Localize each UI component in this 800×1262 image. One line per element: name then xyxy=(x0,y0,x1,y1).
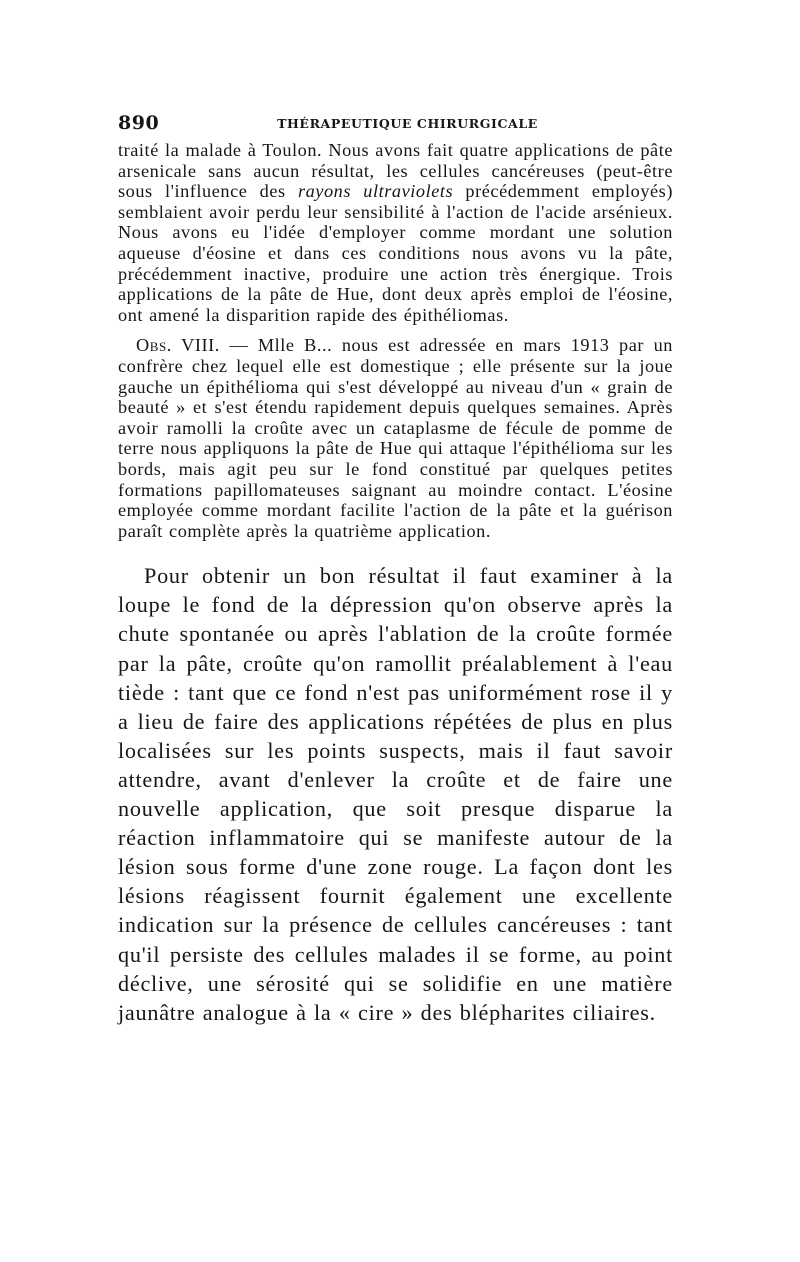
book-page xyxy=(118,110,673,1027)
italic-term: rayons ultraviolets xyxy=(297,181,454,202)
main-paragraph: Pour obtenir un bon résultat il faut examiner à la loupe le fond de la dépression qu'on observe après la chute spontanée ou après l'ablation de la croûte formée par la pâte, croûte qu'on ramollit préalablement à l'eau tiède : tant que ce fond n'est pas uniformément rose il y a lieu de faire des applications répétées de plus en plus localisées sur les points suspects, mais il faut savoir attendre, avant d'enlever la croûte et de faire une nouvelle application, que soit presque disparue la réaction inflammatoire qui se manifeste autour de la lésion sous forme d'une zone rouge. La façon dont les lésions réagissent fournit également une excellente indication sur la présence de cellules cancéreuses : tant qu'il persiste des cellules malades il se forme, au point déclive, une sérosité qui se solidifie en une matière jaunâtre analogue à la « cire » des blépharites ciliaires. xyxy=(118,563,673,1025)
page-number: 890 xyxy=(118,112,160,134)
running-title: THÉRAPEUTIQUE CHIRURGICALE xyxy=(277,116,538,131)
observation-label: Obs. VIII. xyxy=(136,335,220,356)
paragraph-text: précédemment employés) semblaient avoir perdu leur sensibilité à l'action de l'acide arsénieux. Nous avons eu l'idée d'employer comme mordant une solution aqueuse d'éosine et dans ces conditions nous avons vu la pâte, précédemment inactive, produire une action très énergique. Trois applications de la pâte de Hue, dont deux après emploi de l'éosine, ont amené la disparition rapide des épithéliomas. xyxy=(118,181,673,325)
observation-paragraph xyxy=(118,335,673,541)
running-head xyxy=(118,110,673,136)
observation-text: — Mlle B... nous est adressée en mars 1913 par un confrère chez lequel elle est domestique ; elle présente sur la joue gauche un épithélioma qui s'est développé au niveau d'un « grain de beauté » et s'est étendu rapidement depuis quelques semaines. Après avoir ramolli la croûte avec un cataplasme de fécule de pomme de terre nous appliquons la pâte de Hue qui attaque l'épithélioma sur les bords, mais agit peu sur le fond constitué par quelques petites formations papillomateuses saignant au moindre contact. L'éosine employée comme mordant facilite l'action de la pâte et la guérison paraît complète après la quatrième application. xyxy=(118,335,673,541)
paragraph-continuation xyxy=(118,140,673,325)
paragraph-text: traité la malade à Toulon. Nous avons fait quatre applications de pâte arsenicale sans aucun résultat, les cellules cancéreuses (peut-être sous l'influence des xyxy=(118,140,673,202)
